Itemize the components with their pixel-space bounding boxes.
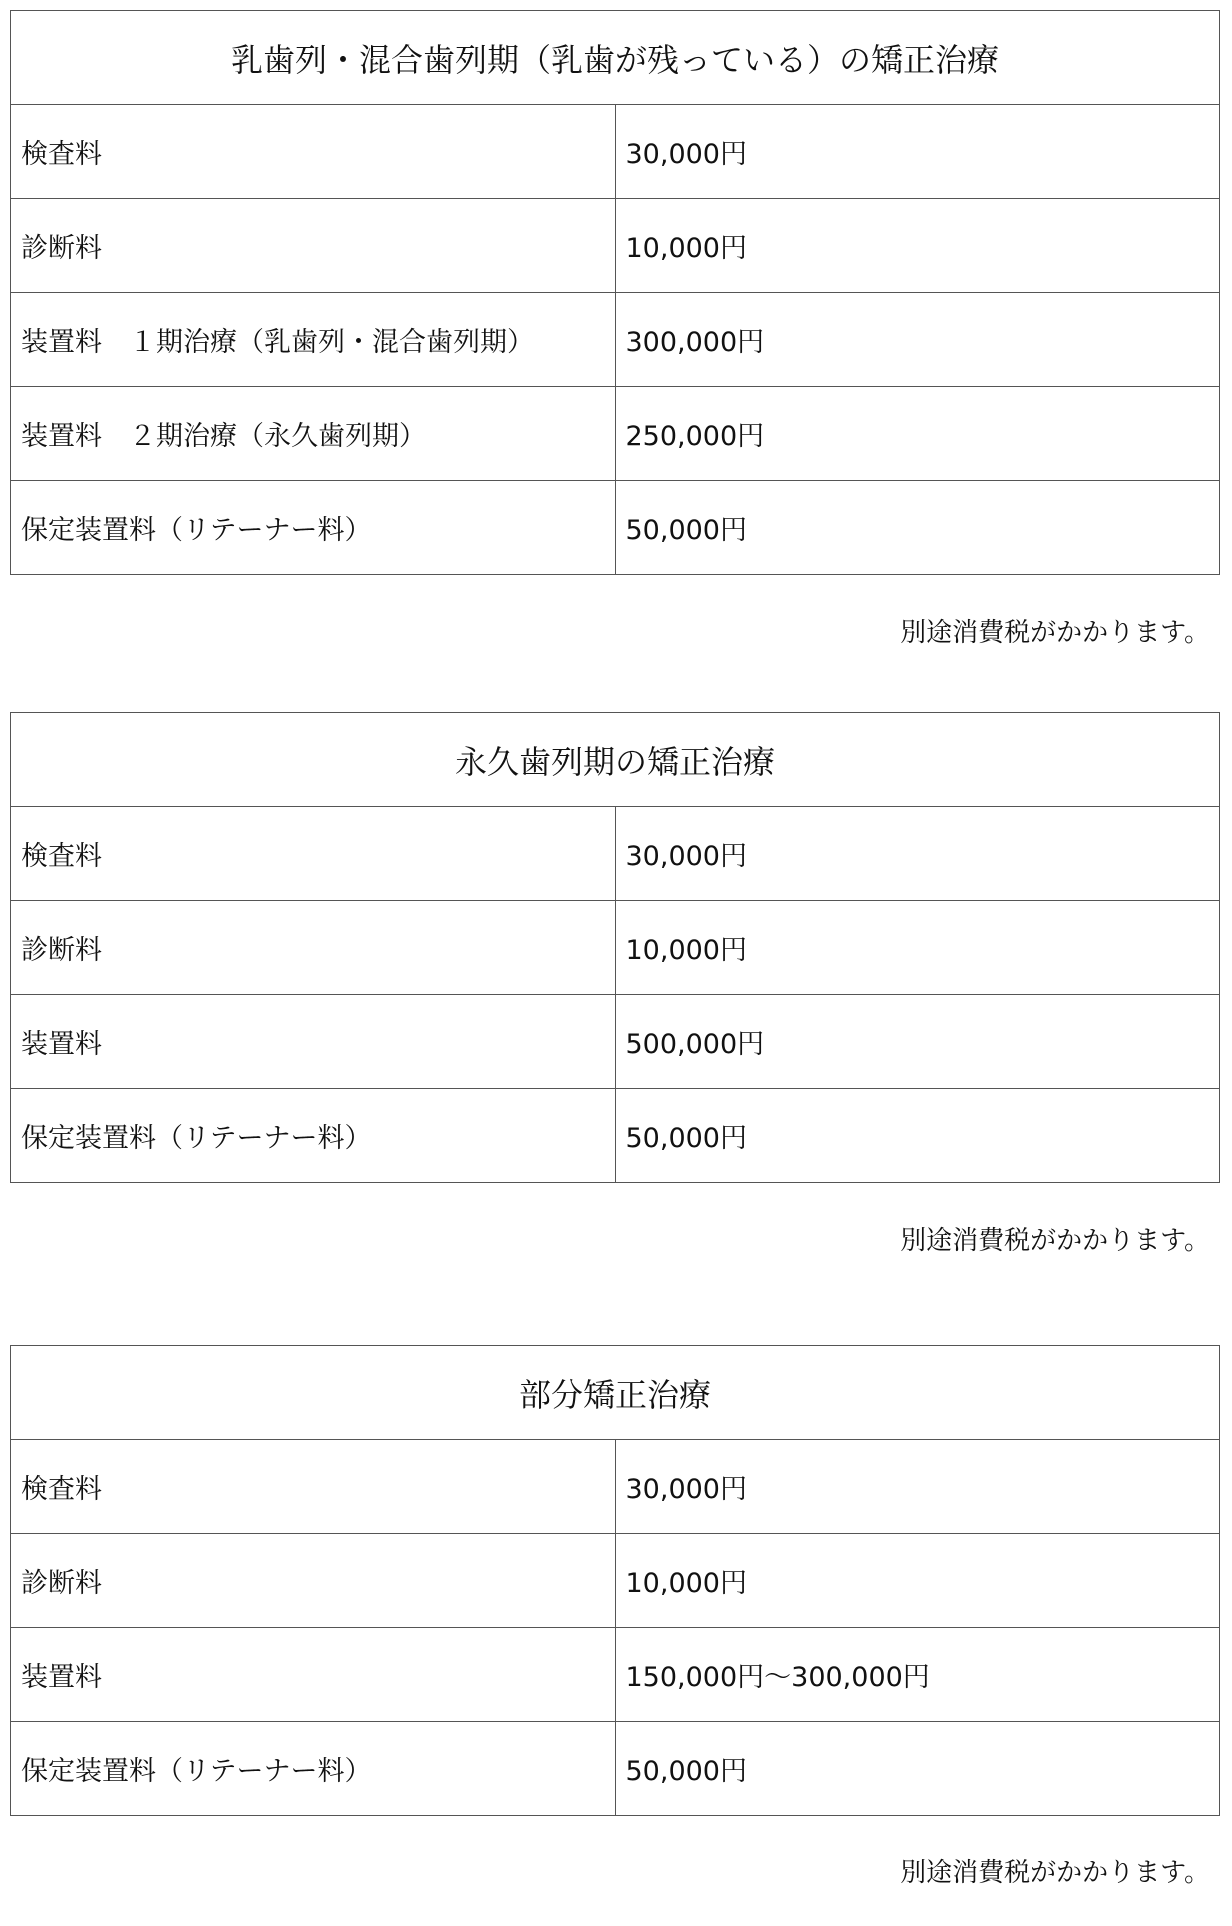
- table-title: 乳歯列・混合歯列期（乳歯が残っている）の矯正治療: [11, 11, 1220, 105]
- price-table: [10, 1345, 1220, 1816]
- price-cell: 30,000円: [615, 105, 1220, 199]
- price-cell: 50,000円: [615, 1722, 1220, 1816]
- table-row: [11, 1440, 1220, 1534]
- item-cell: 検査料: [11, 105, 616, 199]
- price-table: [10, 712, 1220, 1183]
- item-cell: 装置料: [11, 1628, 616, 1722]
- table-row: [11, 807, 1220, 901]
- item-cell: 装置料 １期治療（乳歯列・混合歯列期）: [11, 293, 616, 387]
- price-cell: 10,000円: [615, 199, 1220, 293]
- table-header-row: [11, 11, 1220, 105]
- price-cell: 50,000円: [615, 481, 1220, 575]
- tax-note: 別途消費税がかかります。: [900, 618, 1210, 648]
- item-cell: 診断料: [11, 199, 616, 293]
- item-cell: 診断料: [11, 1534, 616, 1628]
- table-row: [11, 387, 1220, 481]
- price-table: [10, 10, 1220, 575]
- item-cell: 装置料: [11, 995, 616, 1089]
- price-cell: 30,000円: [615, 807, 1220, 901]
- price-section-primary-mixed: [10, 10, 1220, 575]
- table-row: [11, 1628, 1220, 1722]
- item-cell: 検査料: [11, 1440, 616, 1534]
- table-title: 部分矯正治療: [11, 1346, 1220, 1440]
- table-title: 永久歯列期の矯正治療: [11, 713, 1220, 807]
- table-header-row: [11, 713, 1220, 807]
- table-row: [11, 293, 1220, 387]
- table-row: [11, 1089, 1220, 1183]
- price-cell: 250,000円: [615, 387, 1220, 481]
- table-row: [11, 1722, 1220, 1816]
- item-cell: 検査料: [11, 807, 616, 901]
- price-cell: 50,000円: [615, 1089, 1220, 1183]
- price-cell: 150,000円〜300,000円: [615, 1628, 1220, 1722]
- price-section-permanent: [10, 712, 1220, 1183]
- table-row: [11, 901, 1220, 995]
- price-section-partial: [10, 1345, 1220, 1816]
- price-cell: 10,000円: [615, 1534, 1220, 1628]
- item-cell: 保定装置料（リテーナー料）: [11, 481, 616, 575]
- price-cell: 30,000円: [615, 1440, 1220, 1534]
- item-cell: 装置料 ２期治療（永久歯列期）: [11, 387, 616, 481]
- item-cell: 保定装置料（リテーナー料）: [11, 1722, 616, 1816]
- tax-note: 別途消費税がかかります。: [900, 1226, 1210, 1256]
- tax-note: 別途消費税がかかります。: [900, 1858, 1210, 1888]
- table-row: [11, 1534, 1220, 1628]
- price-cell: 10,000円: [615, 901, 1220, 995]
- table-row: [11, 199, 1220, 293]
- table-row: [11, 995, 1220, 1089]
- item-cell: 保定装置料（リテーナー料）: [11, 1089, 616, 1183]
- price-cell: 300,000円: [615, 293, 1220, 387]
- item-cell: 診断料: [11, 901, 616, 995]
- table-row: [11, 481, 1220, 575]
- table-row: [11, 105, 1220, 199]
- price-cell: 500,000円: [615, 995, 1220, 1089]
- table-header-row: [11, 1346, 1220, 1440]
